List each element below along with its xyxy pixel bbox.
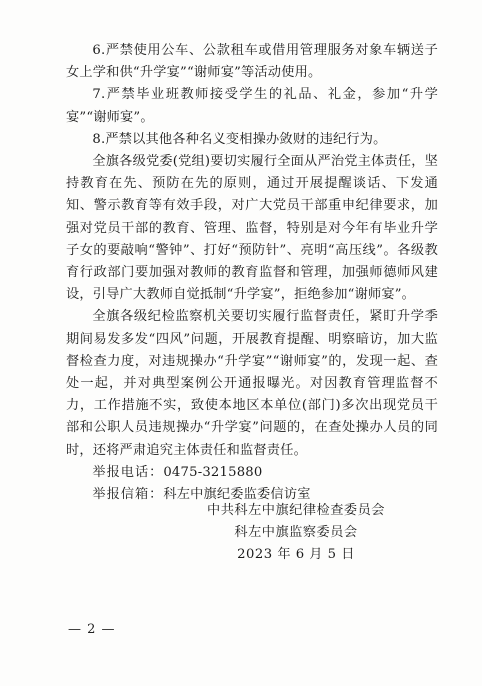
signature-block xyxy=(196,500,396,566)
rule-8-paragraph: 8.严禁以其他各种名义变相操办敛财的违纪行为。 xyxy=(92,131,387,147)
party-committee-paragraph: 全旗各级党委(党组)要切实履行全面从严治党主体责任，坚持教育在先、预防在先的原则，通过开展提醒谈话、下发通知、警示教育等有效手段，对广大党员干部重申纪律要求，加强对党员干部的教育、管理、监督，特别是对今年有毕业升学子女的要敲响“警钟”、打好“预防针”、亮明“高压线”。各级教育行政部门要加强对教师的教育监督和管理，加强师德师风建设，引导广大教师自觉抵制“升学宴”，拒绝参加“谢师宴”。 xyxy=(66,154,438,303)
report-mailbox-label: 举报信箱： xyxy=(92,487,164,503)
report-phone-line xyxy=(66,462,438,484)
document-body xyxy=(66,40,438,506)
report-phone-label: 举报电话： xyxy=(92,464,164,480)
signature-org-2: 科左中旗监察委员会 xyxy=(234,525,358,540)
rule-7-paragraph: 7.严禁毕业班教师接受学生的礼品、礼金，参加“升学宴”“谢师宴”。 xyxy=(66,87,438,125)
page-number: — 2 — xyxy=(68,622,116,637)
rule-6-paragraph: 6.严禁使用公车、公款租车或借用管理服务对象车辆送子女上学和供“升学宴”“谢师宴”等活动使用。 xyxy=(66,43,438,81)
supervision-paragraph: 全旗各级纪检监察机关要切实履行监督责任，紧盯升学季期间易发多发“四风”问题，开展教育提醒、明察暗访，加大监督检查力度，对违规操办“升学宴”“谢师宴”的，发现一起、查处一起，并对典型案例公开通报曝光。对因教育管理监督不力，工作措施不实，致使本地区本单位(部门)多次出现党员干部和公职人员违规操办“升学宴”问题的，在查处操办人员的同时，还将严肃追究主体责任和监督责任。 xyxy=(66,309,438,458)
signature-date: 2023 年 6 月 5 日 xyxy=(237,547,355,562)
report-phone-value: 0475-3215880 xyxy=(163,464,263,480)
report-mailbox-value: 科左中旗纪委监委信访室 xyxy=(163,487,311,503)
signature-org-1: 中共科左中旗纪律检查委员会 xyxy=(207,503,385,518)
